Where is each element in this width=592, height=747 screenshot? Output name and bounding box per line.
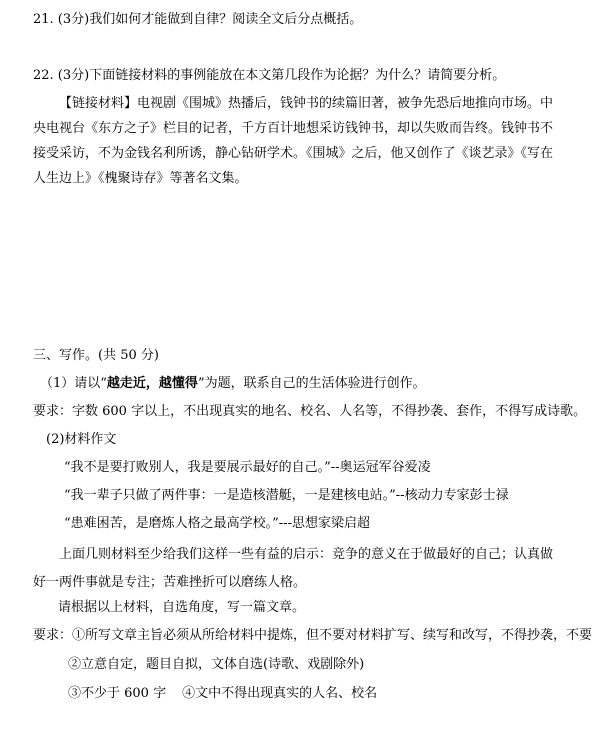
- material-inspiration: 上面几则材料至少给我们这样一些有益的启示：竞争的意义在于做最好的自己；认真做好一两件事就是专注；苦难挫折可以磨练人格。: [33, 547, 554, 590]
- writing-task-1: [40, 375, 426, 393]
- task-1-prefix: （1）请以“: [40, 376, 107, 391]
- task-2-requirement-1: 要求：①所写文章主旨必须从所给材料中提炼，但不要对材料扩写、续写和改写，不得抄袭，不要: [33, 628, 592, 643]
- requirement-word-count: ③不少于 600 字: [68, 686, 167, 701]
- task-2-requirement-3: [68, 685, 377, 703]
- section-3-title: 三、写作。(共 50 分): [33, 348, 159, 363]
- quote-3: “患难困苦，是磨炼人格之最高学校。”---思想家梁启超: [64, 516, 370, 531]
- quote-2: “我一辈子只做了两件事：一是造核潜艇，一是建核电站。”--核动力专家彭士禄: [64, 488, 509, 503]
- question-22: 22. (3分)下面链接材料的事例能放在本文第几段作为论据？为什么？请简要分析。: [33, 68, 506, 83]
- task-2-requirement-2: ②立意自定，题目自拟，文体自选(诗歌、戏剧除外): [68, 657, 365, 672]
- requirement-no-real-names: ④文中不得出现真实的人名、校名: [182, 686, 378, 701]
- quote-1: “我不是要打败别人，我是要展示最好的自己。”--奥运冠军谷爱凌: [64, 460, 431, 475]
- writing-instruction: 请根据以上材料，自选角度，写一篇文章。: [58, 600, 306, 615]
- question-22-material: 【链接材料】电视剧《围城》热播后，钱钟书的续篇旧著，被争先恐后地推向市场。中央电视台《东方之子》栏目的记者，千方百计地想采访钱钟书，却以失败而告终。钱钟书不接受采访，不为金钱名利所诱，静心钻研学术。《围城》之后，他又创作了《谈艺录》《写在人生边上》《槐聚诗存》等著名文集。: [33, 96, 554, 186]
- task-1-requirements: 要求：字数 600 字以上，不出现真实的地名、校名、人名等，不得抄袭、套作，不得写成诗歌。: [33, 404, 587, 419]
- writing-task-2: (2)材料作文: [46, 432, 117, 447]
- task-1-topic: 越走近，越懂得: [106, 376, 198, 391]
- question-21: 21. (3分)我们如何才能做到自律？阅读全文后分点概括。: [33, 12, 363, 27]
- task-1-suffix: ”为题，联系自己的生活体验进行创作。: [197, 376, 426, 391]
